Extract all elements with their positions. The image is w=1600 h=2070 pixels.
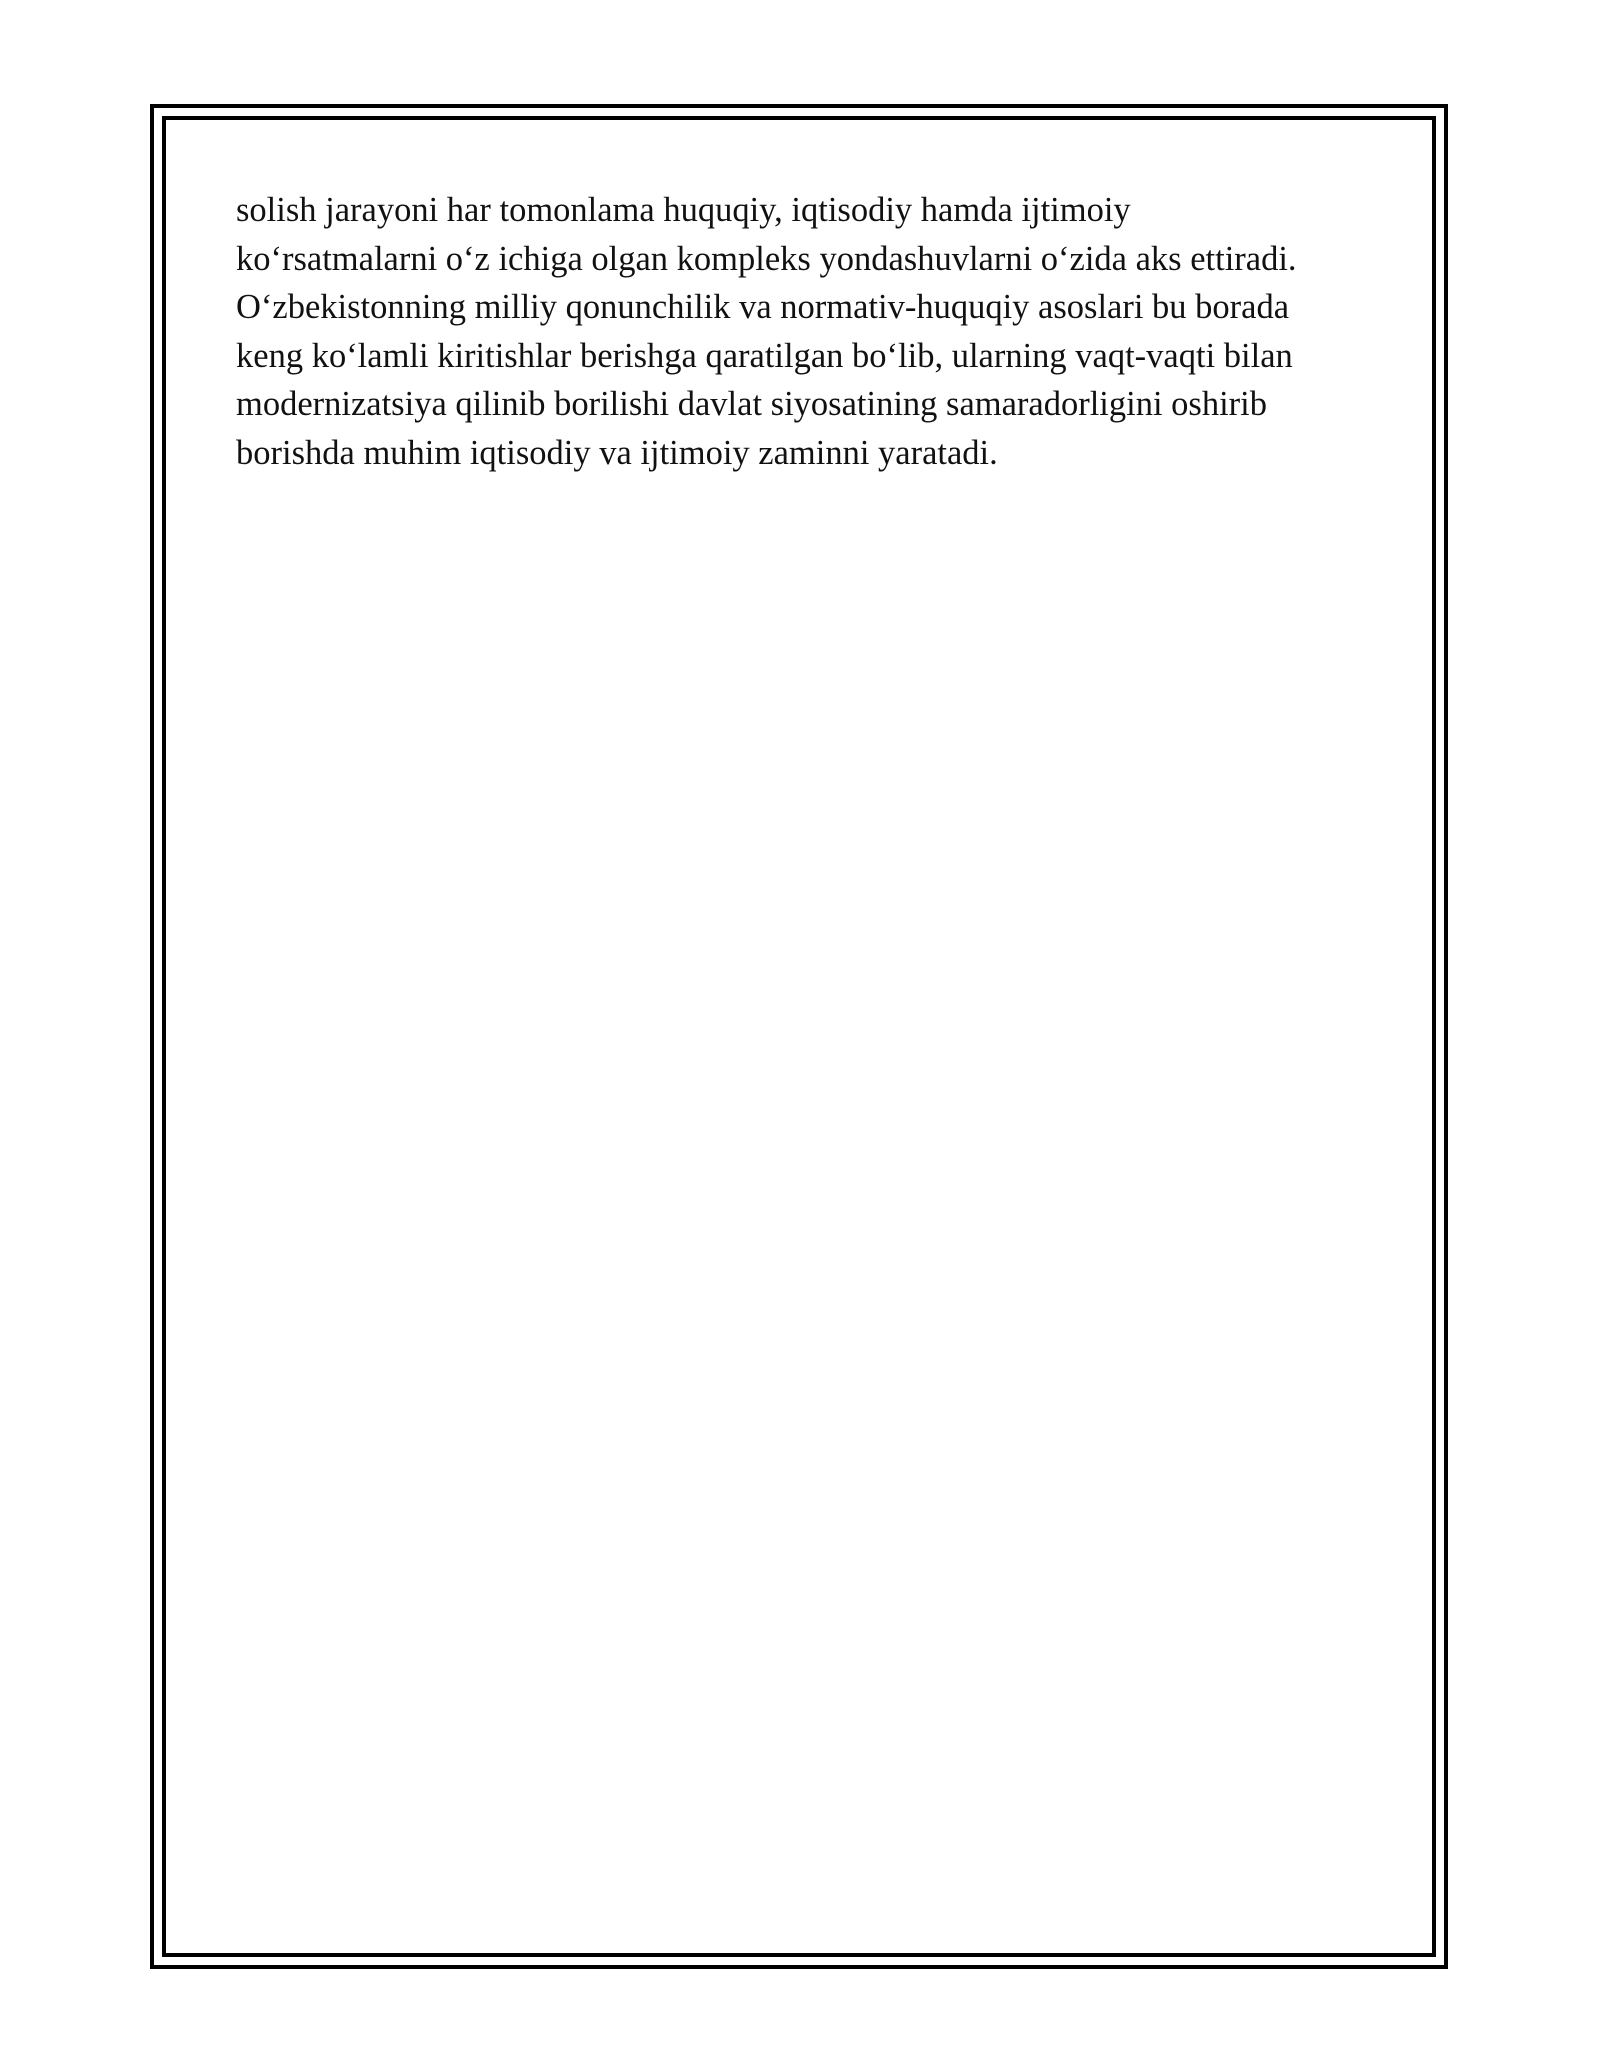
paragraph-line: modernizatsiya qilinib borilishi davlat siyosatining samaradorligini oshirib	[236, 385, 1268, 423]
paragraph-line: borishda muhim iqtisodiy va ijtimoiy zaminni yaratadi.	[236, 433, 998, 472]
paragraph-line: keng ko‘lamli kiritishlar berishga qaratilgan bo‘lib, ularning vaqt-vaqti bilan	[236, 336, 1293, 375]
paragraph-line: O‘zbekistonning milliy qonunchilik va normativ-huquqiy asoslari bu borada	[236, 288, 1290, 326]
paragraph-line: solish jarayoni har tomonlama huquqiy, iqtisodiy hamda ijtimoiy	[236, 191, 1131, 229]
body-paragraph	[236, 186, 1396, 477]
paragraph-line: ko‘rsatmalarni o‘z ichiga olgan kompleks yondashuvlarni o‘zida aks ettiradi.	[236, 239, 1297, 278]
